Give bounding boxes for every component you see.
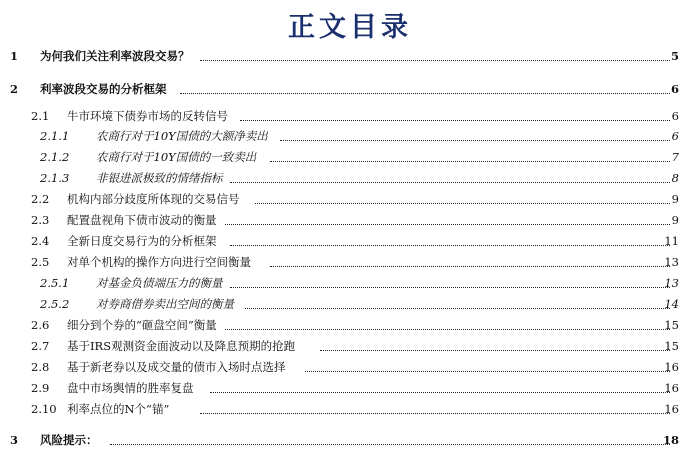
toc-entry-number: 2.5.2 bbox=[40, 297, 70, 311]
toc-entry-page: 9 bbox=[671, 192, 679, 206]
toc-entry-number: 2 bbox=[10, 82, 19, 96]
toc-entry-title: 对单个机构的操作方向进行空间衡量 bbox=[67, 255, 251, 269]
toc-entry-title: 全新日度交易行为的分析框架 bbox=[67, 234, 217, 248]
toc-entry-number: 2.1.3 bbox=[40, 171, 70, 185]
toc-entry-page: 16 bbox=[664, 381, 679, 395]
dot-leader bbox=[200, 60, 670, 61]
toc-entry[interactable] bbox=[0, 125, 700, 145]
toc-entry[interactable] bbox=[0, 45, 700, 65]
toc-title: 正文目录 bbox=[288, 12, 412, 43]
dot-leader bbox=[230, 182, 670, 183]
toc-entry-page: 13 bbox=[664, 255, 679, 269]
dot-leader bbox=[180, 93, 670, 94]
toc-entry-title: 配置盘视角下债市波动的衡量 bbox=[67, 213, 217, 227]
toc-entry-title: 农商行对于10Y国债的大额净卖出 bbox=[96, 129, 268, 143]
toc-entry-number: 2.5.1 bbox=[40, 276, 70, 290]
toc-entry-number: 2.4 bbox=[31, 234, 50, 248]
toc-entry-title: 对基金负债端压力的衡量 bbox=[96, 276, 223, 290]
toc-entry-page: 6 bbox=[670, 82, 679, 96]
toc-entry-number: 2.6 bbox=[31, 318, 50, 332]
toc-entry-page: 18 bbox=[662, 433, 679, 447]
dot-leader bbox=[270, 161, 670, 162]
toc-entry[interactable] bbox=[0, 251, 700, 271]
dot-leader bbox=[270, 266, 670, 267]
toc-entry[interactable] bbox=[0, 293, 700, 313]
toc-entry[interactable] bbox=[0, 167, 700, 187]
toc-entry-title: 利率点位的N个“锚” bbox=[67, 402, 170, 416]
toc-entry-title: 基于新老券以及成交量的债市入场时点选择 bbox=[67, 360, 286, 374]
toc-entry-number: 2.9 bbox=[31, 381, 50, 395]
toc-entry[interactable] bbox=[0, 105, 700, 125]
toc-entry-title: 牛市环境下债券市场的反转信号 bbox=[67, 109, 228, 123]
toc-entry-page: 16 bbox=[664, 360, 679, 374]
toc-entry-page: 15 bbox=[664, 318, 679, 332]
toc-entry-title: 细分到个券的“砸盘空间”衡量 bbox=[67, 318, 217, 332]
dot-leader bbox=[230, 287, 670, 288]
toc-entry[interactable] bbox=[0, 429, 700, 449]
toc-entry-title: 机构内部分歧度所体现的交易信号 bbox=[67, 192, 240, 206]
toc-entry[interactable] bbox=[0, 335, 700, 355]
toc-entry-number: 2.5 bbox=[31, 255, 50, 269]
toc-entry-number: 2.10 bbox=[31, 402, 57, 416]
toc-entry[interactable] bbox=[0, 272, 700, 292]
toc-entry-page: 15 bbox=[664, 339, 679, 353]
toc-entry-title: 利率波段交易的分析框架 bbox=[40, 82, 167, 96]
dot-leader bbox=[280, 140, 670, 141]
dot-leader bbox=[255, 203, 670, 204]
toc-entry-title: 农商行对于10Y国债的一致卖出 bbox=[96, 150, 257, 164]
toc-entry[interactable] bbox=[0, 230, 700, 250]
toc-entry[interactable] bbox=[0, 398, 700, 418]
toc-entry[interactable] bbox=[0, 188, 700, 208]
toc-entry-number: 2.7 bbox=[31, 339, 50, 353]
toc-entry[interactable] bbox=[0, 146, 700, 166]
dot-leader bbox=[225, 224, 670, 225]
toc-entry[interactable] bbox=[0, 78, 700, 98]
toc-entry-title: 对券商借券卖出空间的衡量 bbox=[96, 297, 234, 311]
toc-entry-page: 13 bbox=[664, 276, 679, 290]
toc-entry-number: 1 bbox=[10, 49, 19, 63]
toc-entry-title: 基于IRS观测资金面波动以及降息预期的抢跑 bbox=[67, 339, 296, 353]
toc-entry[interactable] bbox=[0, 209, 700, 229]
toc-entry-number: 2.2 bbox=[31, 192, 50, 206]
toc-entry-title: 风险提示： bbox=[40, 433, 98, 447]
dot-leader bbox=[225, 329, 670, 330]
dot-leader bbox=[110, 444, 670, 445]
dot-leader bbox=[320, 350, 670, 351]
dot-leader bbox=[200, 413, 670, 414]
toc-entry-page: 5 bbox=[670, 49, 679, 63]
toc-entry-title: 为何我们关注利率波段交易？ bbox=[40, 49, 190, 63]
toc-entry-page: 14 bbox=[664, 297, 679, 311]
toc-entry-title: 非银进派极致的情绪指标 bbox=[96, 171, 223, 185]
dot-leader bbox=[305, 371, 670, 372]
dot-leader bbox=[210, 392, 670, 393]
dot-leader bbox=[245, 308, 670, 309]
toc-entry-page: 9 bbox=[671, 213, 679, 227]
toc-entry-number: 2.8 bbox=[31, 360, 50, 374]
toc-entry-number: 3 bbox=[10, 433, 19, 447]
toc-entry[interactable] bbox=[0, 377, 700, 397]
toc-entry-page: 8 bbox=[671, 171, 679, 185]
toc-entry-title: 盘中市场舆情的胜率复盘 bbox=[67, 381, 194, 395]
toc-entry-number: 2.1.1 bbox=[40, 129, 70, 143]
toc-entry-page: 11 bbox=[664, 234, 679, 248]
toc-entry-page: 6 bbox=[671, 109, 679, 123]
toc-entry-page: 7 bbox=[671, 150, 679, 164]
toc-entry-page: 16 bbox=[664, 402, 679, 416]
dot-leader bbox=[240, 120, 670, 121]
toc-entry[interactable] bbox=[0, 314, 700, 334]
toc-entry-number: 2.1 bbox=[31, 109, 50, 123]
toc-entry-number: 2.1.2 bbox=[40, 150, 70, 164]
toc-entry-page: 6 bbox=[671, 129, 679, 143]
toc-entry-number: 2.3 bbox=[31, 213, 50, 227]
toc-entry[interactable] bbox=[0, 356, 700, 376]
dot-leader bbox=[230, 245, 670, 246]
